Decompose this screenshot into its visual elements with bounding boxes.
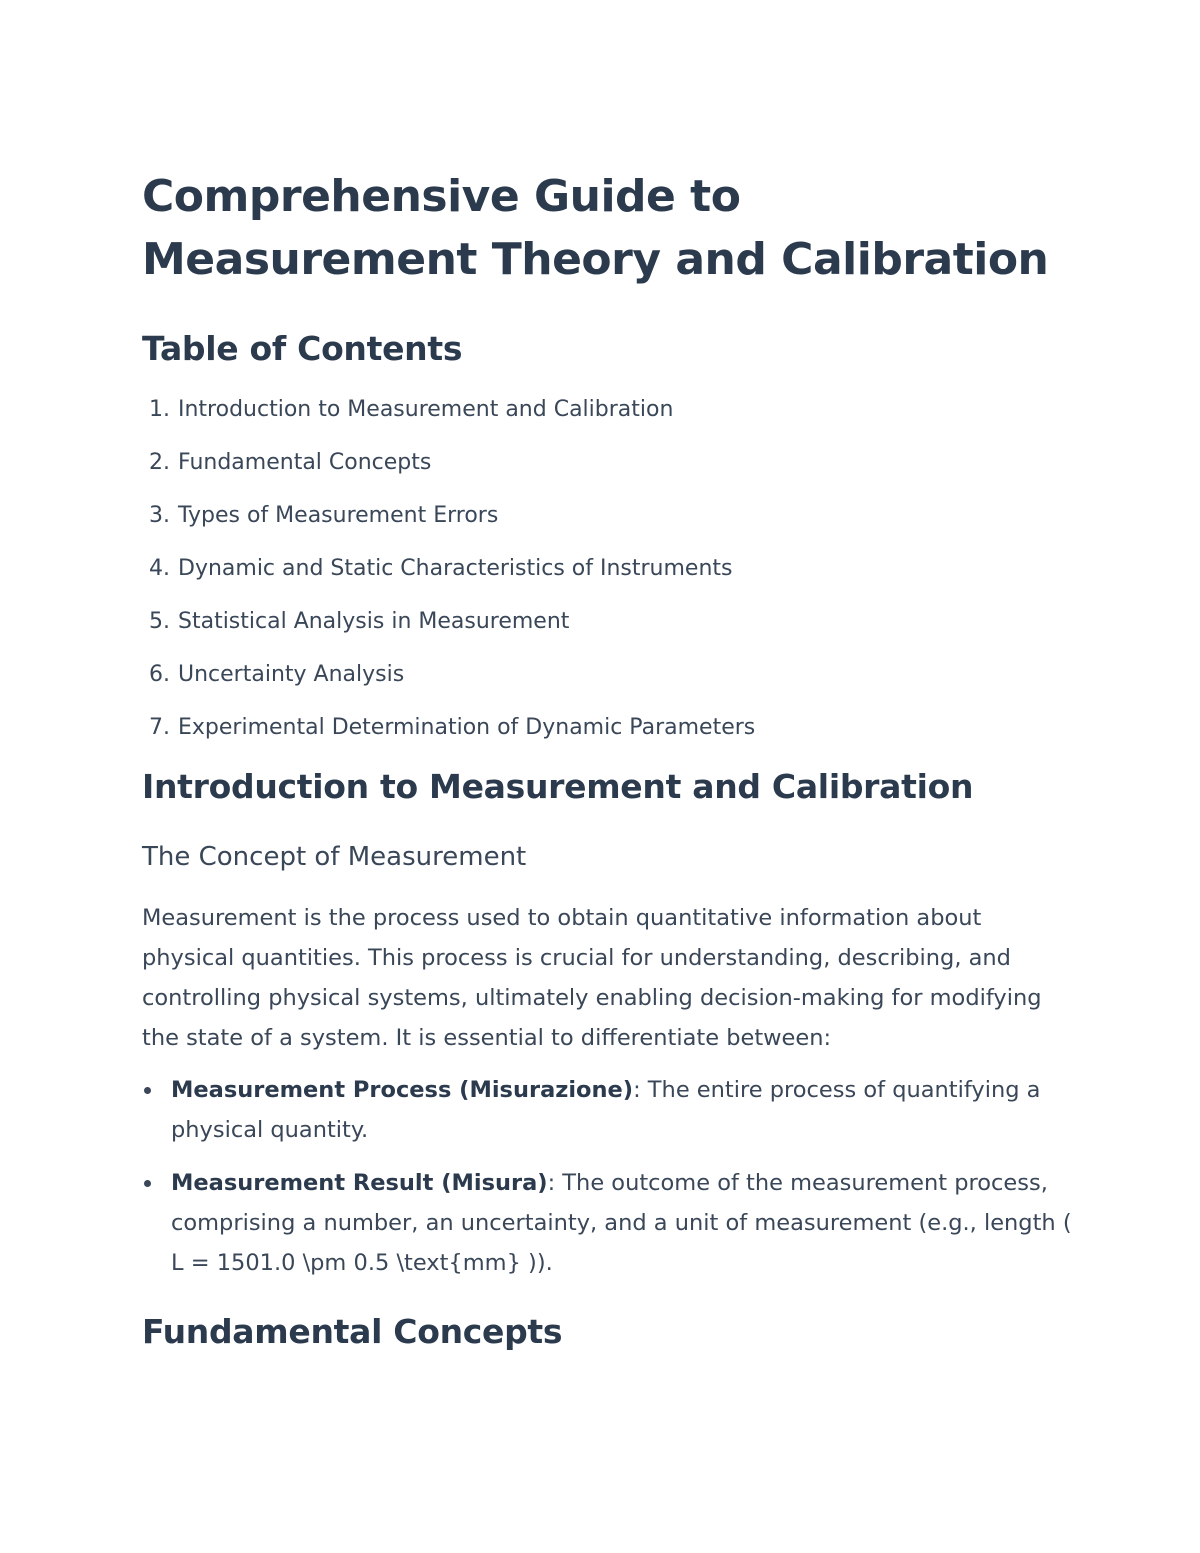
toc-item[interactable]: 6. Uncertainty Analysis — [149, 662, 405, 687]
section-heading-introduction: Introduction to Measurement and Calibration — [142, 767, 974, 806]
toc-item[interactable]: 4. Dynamic and Static Characteristics of Instruments — [149, 556, 733, 581]
toc-item[interactable]: 3. Types of Measurement Errors — [149, 503, 499, 528]
toc-item[interactable]: 2. Fundamental Concepts — [149, 450, 432, 475]
bullet-icon — [144, 1180, 151, 1187]
definition-list — [142, 1070, 1072, 1283]
intro-paragraph: Measurement is the process used to obtain quantitative information about physical quantities. This process is crucial for understanding, describing, and controlling physical systems, ultimately enabling decision-making for modifying the state of a system. It is essential to differentiate between: — [142, 905, 1042, 1051]
section-heading-fundamental: Fundamental Concepts — [142, 1312, 563, 1351]
document-title: Comprehensive Guide to Measurement Theory and Calibration — [142, 171, 1049, 285]
definition-text: : The outcome of the measurement process, comprising a number, an uncertainty, and a unit of measurement (e.g., length ( L = 1501.0 \pm 0.5 \text{mm} )). — [171, 1170, 1072, 1276]
definition-item — [142, 1163, 1072, 1283]
definition-term: Measurement Process (Misurazione) — [171, 1077, 634, 1103]
subsection-heading-concept: The Concept of Measurement — [142, 842, 527, 872]
document-page — [142, 165, 1072, 1352]
table-of-contents — [142, 396, 1072, 742]
definition-text: : The entire process of quantifying a physical quantity. — [171, 1077, 1041, 1143]
toc-item[interactable]: 1. Introduction to Measurement and Calibration — [149, 397, 674, 422]
definition-term: Measurement Result (Misura) — [171, 1170, 548, 1196]
toc-item[interactable]: 7. Experimental Determination of Dynamic Parameters — [149, 715, 756, 740]
definition-item — [142, 1070, 1072, 1150]
toc-heading: Table of Contents — [142, 329, 463, 368]
bullet-icon — [144, 1087, 151, 1094]
toc-item[interactable]: 5. Statistical Analysis in Measurement — [149, 609, 570, 634]
